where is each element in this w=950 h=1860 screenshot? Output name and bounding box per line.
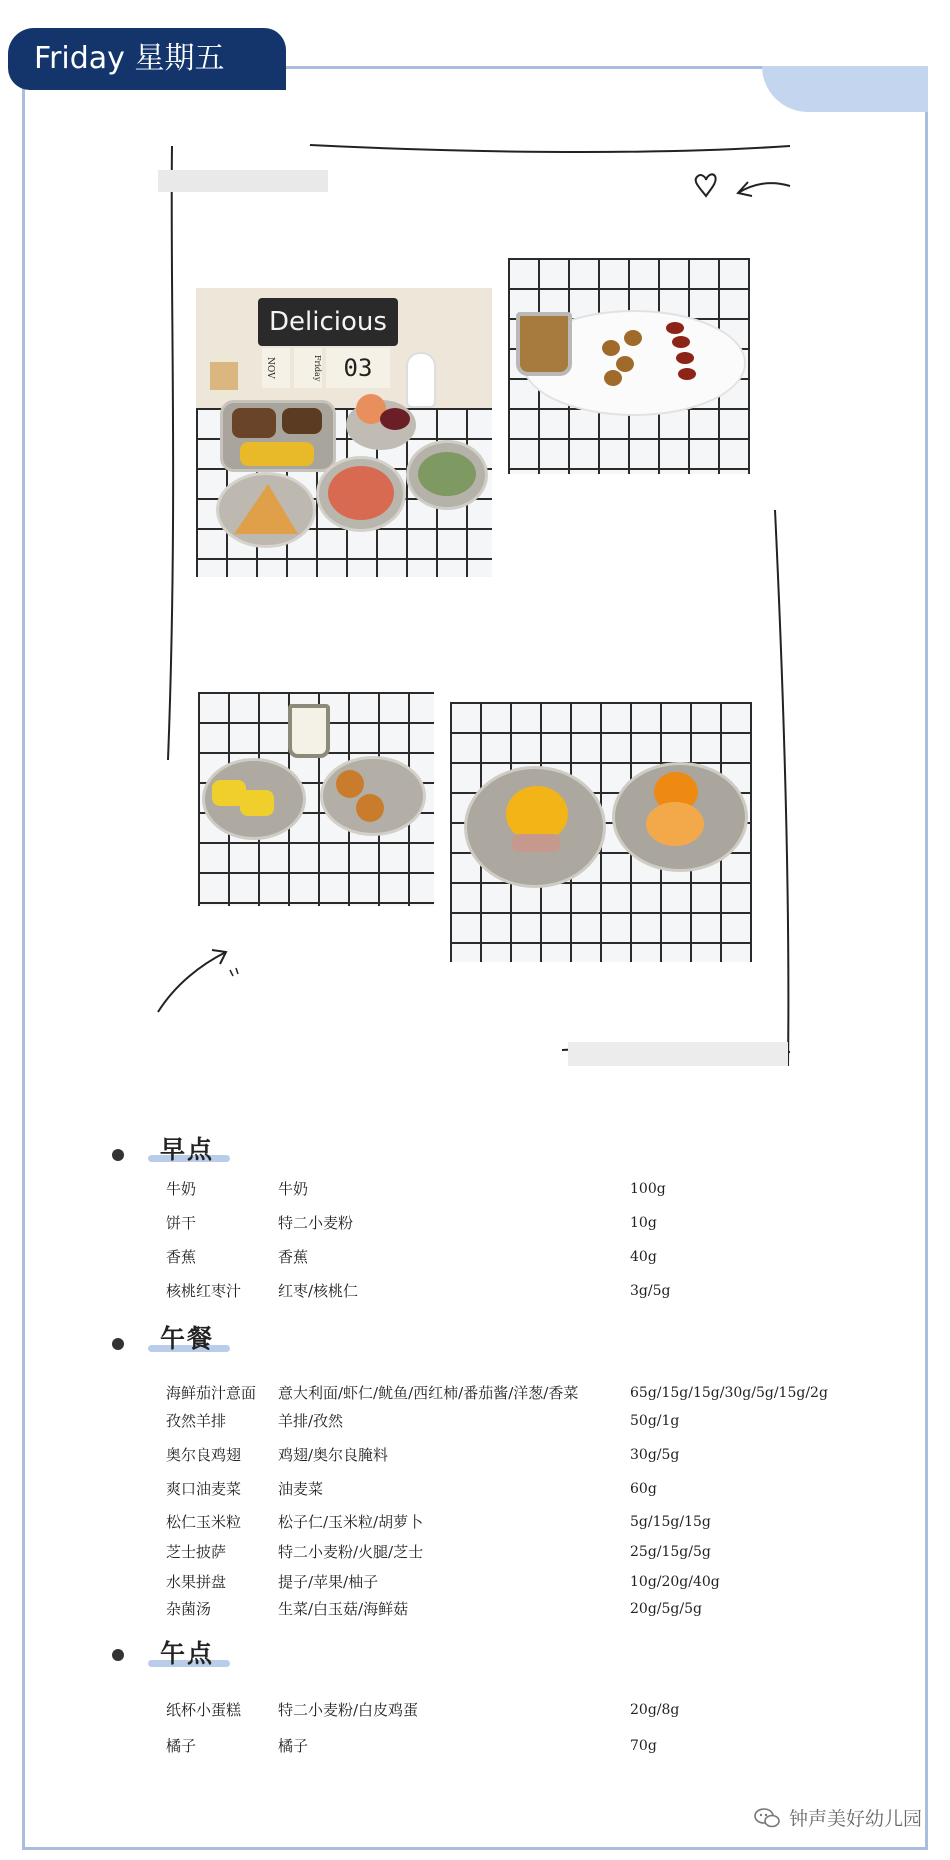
wechat-icon [753,1807,781,1829]
amount: 50g/1g [630,1413,680,1429]
ingredients: 松子仁/玉米粒/胡萝卜 [278,1513,424,1531]
dish-name: 爽口油麦菜 [166,1480,242,1498]
ingredients: 特二小麦粉 [278,1214,354,1232]
amount: 10g/20g/40g [630,1574,720,1590]
amount: 3g/5g [630,1283,671,1299]
section-bullet [112,1338,124,1350]
calendar-month: NOV [265,357,275,379]
section-bullet [112,1649,124,1661]
ingredients: 香蕉 [278,1248,309,1266]
arrow-left-icon [738,182,790,196]
ingredients: 橘子 [278,1737,309,1755]
ingredients: 提子/苹果/柚子 [278,1573,379,1591]
toy-block [210,362,238,390]
amount: 60g [630,1481,657,1497]
menu-row [166,1539,866,1565]
breakfast-photo [198,692,434,906]
calendar-weekday: Friday [313,354,322,382]
amount: 100g [630,1181,666,1197]
dish-name: 孜然羊排 [166,1412,227,1430]
calendar-block-month [262,348,290,388]
heart-icon [696,174,716,196]
dish-name: 核桃红枣汁 [166,1282,242,1300]
ingredients: 生菜/白玉菇/海鲜菇 [278,1600,409,1618]
snack-photo [508,258,750,474]
amount: 20g/8g [630,1702,680,1718]
menu-row [166,1244,866,1270]
calendar-block-date [326,348,390,388]
milk-glass [288,704,330,758]
menu-row [166,1380,866,1406]
dish-name: 芝士披萨 [166,1543,227,1561]
dish-name: 水果拼盘 [166,1573,227,1591]
sign-text: Delicious [269,307,387,337]
section-bullet [112,1149,124,1161]
ingredients: 羊排/孜然 [278,1412,344,1430]
amount: 40g [630,1249,657,1265]
ingredients: 意大利面/虾仁/鱿鱼/西红柿/番茄酱/洋葱/香菜 [278,1384,579,1402]
section-title-lunch: 午餐 [160,1324,215,1353]
amount: 5g/15g/15g [630,1514,711,1530]
dish-name: 饼干 [166,1214,197,1232]
arrow-up-right-icon [158,950,238,1012]
section-title-afternoon-snack: 午点 [160,1639,215,1668]
ingredients: 鸡翅/奥尔良腌料 [278,1446,389,1464]
day-label: Friday 星期五 [34,41,225,76]
menu-row [166,1476,866,1502]
menu-row [166,1176,866,1202]
calendar-block-weekday [294,348,322,388]
account-name: 钟声美好幼儿园 [788,1808,922,1830]
account-watermark [753,1804,922,1831]
delicious-sign [258,298,398,346]
menu-row [166,1509,866,1535]
lunch-photo [196,288,492,577]
amount: 25g/15g/5g [630,1544,711,1560]
ingredients: 牛奶 [278,1180,309,1198]
menu-row [166,1210,866,1236]
dish-name: 松仁玉米粒 [166,1513,242,1531]
juice-cup [516,312,572,376]
amount: 20g/5g/5g [630,1601,702,1617]
chef-figurine [406,352,436,408]
amount: 65g/15g/15g/30g/5g/15g/2g [630,1385,828,1401]
dish-name: 奥尔良鸡翅 [166,1446,242,1464]
dish-name: 橘子 [166,1737,197,1755]
ingredients: 特二小麦粉/白皮鸡蛋 [278,1701,419,1719]
dish-name: 牛奶 [166,1180,197,1198]
dish-name: 香蕉 [166,1248,197,1266]
dish-name: 纸杯小蛋糕 [166,1701,242,1719]
menu-row [166,1408,866,1434]
afternoon-snack-photo [450,702,752,962]
menu-row [166,1733,866,1759]
menu-row [166,1697,866,1723]
amount: 30g/5g [630,1447,680,1463]
ingredients: 特二小麦粉/火腿/芝士 [278,1543,424,1561]
menu-row [166,1278,866,1304]
dish-name: 杂菌汤 [166,1600,212,1618]
menu-row [166,1442,866,1468]
amount: 10g [630,1215,657,1231]
calendar-date: 03 [343,354,373,382]
ingredients: 红枣/核桃仁 [278,1282,359,1300]
ingredients: 油麦菜 [278,1480,324,1498]
menu-row [166,1569,866,1595]
amount: 70g [630,1738,657,1754]
menu-row [166,1596,866,1622]
section-title-breakfast: 早点 [160,1135,215,1164]
dish-name: 海鲜茄汁意面 [166,1384,257,1402]
